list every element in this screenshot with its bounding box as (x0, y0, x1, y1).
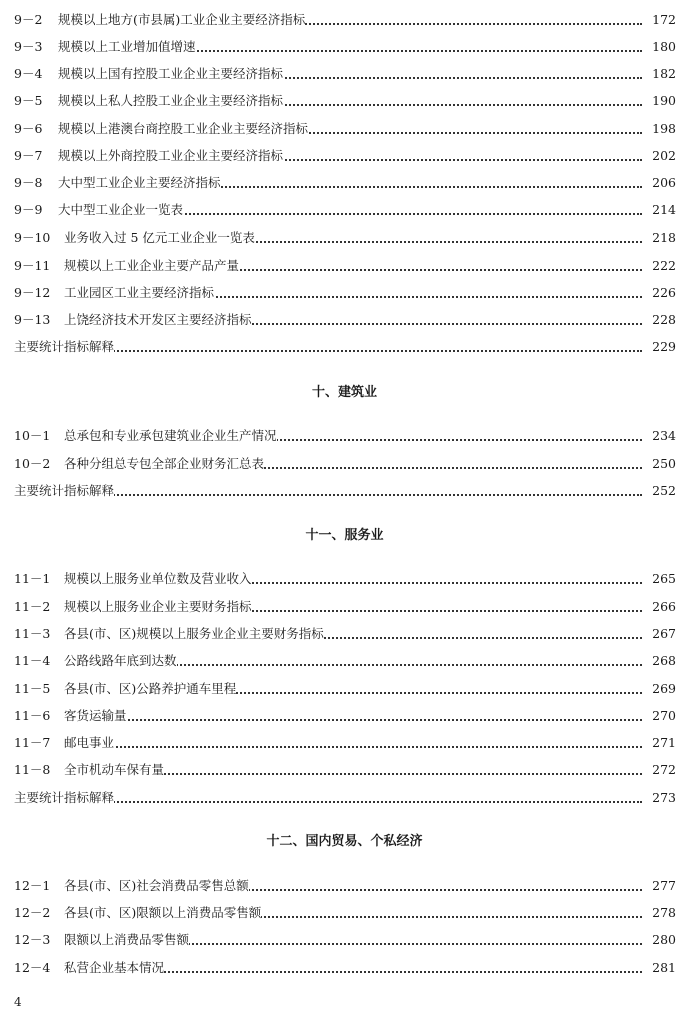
toc-entry-page: 268 (652, 653, 676, 668)
toc-entry-title: 大中型工业企业一览表 (58, 200, 183, 220)
toc-entry[interactable] (14, 733, 676, 753)
toc-entry[interactable] (14, 597, 676, 617)
toc-entry-title: 大中型工业企业主要经济指标 (58, 173, 221, 193)
toc-entry-number: 9－5 (14, 93, 43, 108)
toc-entry-number: 11－7 (14, 735, 51, 750)
toc-entry[interactable] (14, 760, 676, 780)
leader-dots (64, 746, 642, 748)
toc-entry-page: 198 (652, 121, 676, 136)
section-heading: 十二、国内贸易、个私经济 (266, 834, 423, 849)
toc-entry[interactable] (14, 651, 676, 671)
toc-entry-page: 278 (652, 905, 676, 920)
leader-dots (64, 719, 642, 721)
toc-entry-number: 12－4 (14, 960, 51, 975)
toc-entry-page: 172 (652, 12, 676, 27)
toc-entry-number: 9－8 (14, 175, 43, 190)
toc-entry-page: 267 (652, 626, 676, 641)
toc-entry-page: 265 (652, 571, 676, 586)
toc-entry-number: 9－13 (14, 312, 51, 327)
toc-entry-page: 190 (652, 93, 676, 108)
toc-entry-page: 271 (652, 735, 676, 750)
toc-entry[interactable] (14, 876, 676, 896)
toc-entry-page: 272 (652, 762, 676, 777)
toc-entry-title: 限额以上消费品零售额 (64, 930, 189, 950)
toc-entry-title: 规模以上私人控股工业企业主要经济指标 (58, 91, 283, 111)
toc-entry-number: 11－1 (14, 571, 51, 586)
toc-entry-glossary[interactable] (14, 337, 676, 357)
toc-entry-title: 各县(市、区)限额以上消费品零售额 (64, 903, 261, 923)
toc-entry-number: 9－6 (14, 121, 43, 136)
toc-entry[interactable] (14, 173, 676, 193)
toc-entry-title: 各种分组总专包全部企业财务汇总表 (64, 454, 264, 474)
toc-entry-number: 9－2 (14, 12, 43, 27)
toc-entry-title: 私营企业基本情况 (64, 958, 164, 978)
toc-entry-title: 规模以上外商控股工业企业主要经济指标 (58, 146, 283, 166)
toc-entry-page: 222 (652, 258, 676, 273)
toc-entry-title: 规模以上港澳台商控股工业企业主要经济指标 (58, 119, 308, 139)
toc-entry-page: 202 (652, 148, 676, 163)
toc-entry-page: 228 (652, 312, 676, 327)
toc-entry[interactable] (14, 454, 676, 474)
toc-entry-number: 11－2 (14, 599, 51, 614)
toc-entry-title: 各县(市、区)社会消费品零售总额 (64, 876, 249, 896)
toc-entry-number: 12－3 (14, 932, 51, 947)
toc-entry-title: 各县(市、区)公路养护通车里程 (64, 679, 236, 699)
toc-entry-title: 规模以上工业企业主要产品产量 (64, 256, 239, 276)
toc-entry-number: 9－10 (14, 230, 51, 245)
toc-entry-page: 269 (652, 681, 676, 696)
toc-entry[interactable] (14, 903, 676, 923)
toc-entry-page: 273 (652, 790, 676, 805)
toc-entry-page: 250 (652, 456, 676, 471)
toc-entry-number: 9－7 (14, 148, 43, 163)
toc-entry[interactable] (14, 228, 676, 248)
toc-entry-title: 规模以上地方(市县属)工业企业主要经济指标 (58, 10, 305, 30)
toc-entry[interactable] (14, 119, 676, 139)
toc-entry-page: 266 (652, 599, 676, 614)
toc-entry[interactable] (14, 624, 676, 644)
section-heading: 十一、服务业 (305, 528, 384, 543)
toc-entry-title: 业务收入过 5 亿元工业企业一览表 (64, 228, 255, 248)
toc-entry[interactable] (14, 37, 676, 57)
toc-entry-page: 214 (652, 202, 676, 217)
toc-entry-title: 总承包和专业承包建筑业企业生产情况 (64, 426, 277, 446)
toc-entry-number: 11－5 (14, 681, 51, 696)
toc-entry[interactable] (14, 310, 676, 330)
toc-entry-number: 11－3 (14, 626, 51, 641)
toc-entry-number: 10－1 (14, 428, 51, 443)
toc-entry-page: 234 (652, 428, 676, 443)
toc-entry-title: 规模以上服务业单位数及营业收入 (64, 569, 252, 589)
toc-entry[interactable] (14, 930, 676, 950)
toc-entry-number: 9－4 (14, 66, 43, 81)
toc-entry-page: 229 (652, 339, 676, 354)
toc-entry-number: 9－12 (14, 285, 51, 300)
toc-entry[interactable] (14, 679, 676, 699)
toc-entry[interactable] (14, 283, 676, 303)
toc-entry-title: 各县(市、区)规模以上服务业企业主要财务指标 (64, 624, 324, 644)
toc-entry-title: 工业园区工业主要经济指标 (64, 283, 214, 303)
toc-entry-number: 9－11 (14, 258, 51, 273)
toc-entry[interactable] (14, 64, 676, 84)
toc-entry-number: 9－3 (14, 39, 43, 54)
toc-entry[interactable] (14, 91, 676, 111)
toc-entry-page: 277 (652, 878, 676, 893)
toc-entry[interactable] (14, 200, 676, 220)
toc-entry-title: 主要统计指标解释 (14, 481, 114, 501)
toc-entry-page: 226 (652, 285, 676, 300)
toc-entry[interactable] (14, 426, 676, 446)
toc-entry-title: 规模以上国有控股工业企业主要经济指标 (58, 64, 283, 84)
toc-entry-page: 280 (652, 932, 676, 947)
page-number: 4 (14, 995, 22, 1009)
toc-entry-page: 206 (652, 175, 676, 190)
toc-entry-title: 全市机动车保有量 (64, 760, 164, 780)
toc-entry-title: 邮电事业 (64, 733, 114, 753)
toc-entry-number: 12－1 (14, 878, 51, 893)
toc-entry-title: 公路线路年底到达数 (64, 651, 177, 671)
section-heading: 十、建筑业 (311, 385, 377, 400)
toc-entry-number: 12－2 (14, 905, 51, 920)
toc-entry[interactable] (14, 256, 676, 276)
toc-entry[interactable] (14, 569, 676, 589)
toc-entry-title: 主要统计指标解释 (14, 788, 114, 808)
toc-entry-page: 270 (652, 708, 676, 723)
toc-entry-number: 9－9 (14, 202, 43, 217)
toc-entry-glossary[interactable] (14, 788, 676, 808)
toc-entry-page: 252 (652, 483, 676, 498)
toc-entry-title: 上饶经济技术开发区主要经济指标 (64, 310, 252, 330)
toc-entry[interactable] (14, 146, 676, 166)
toc-entry-page: 281 (652, 960, 676, 975)
toc-entry-number: 11－6 (14, 708, 51, 723)
toc-entry-number: 11－8 (14, 762, 51, 777)
toc-entry-number: 11－4 (14, 653, 51, 668)
toc-entry-glossary[interactable] (14, 481, 676, 501)
toc-entry-title: 客货运输量 (64, 706, 127, 726)
toc-entry-title: 主要统计指标解释 (14, 337, 114, 357)
toc-entry-page: 218 (652, 230, 676, 245)
toc-entry-page: 180 (652, 39, 676, 54)
toc-entry-number: 10－2 (14, 456, 51, 471)
toc-entry-page: 182 (652, 66, 676, 81)
toc-entry-title: 规模以上服务业企业主要财务指标 (64, 597, 252, 617)
toc-entry[interactable] (14, 706, 676, 726)
toc-entry[interactable] (14, 10, 676, 30)
toc-entry[interactable] (14, 958, 676, 978)
toc-entry-title: 规模以上工业增加值增速 (58, 37, 196, 57)
